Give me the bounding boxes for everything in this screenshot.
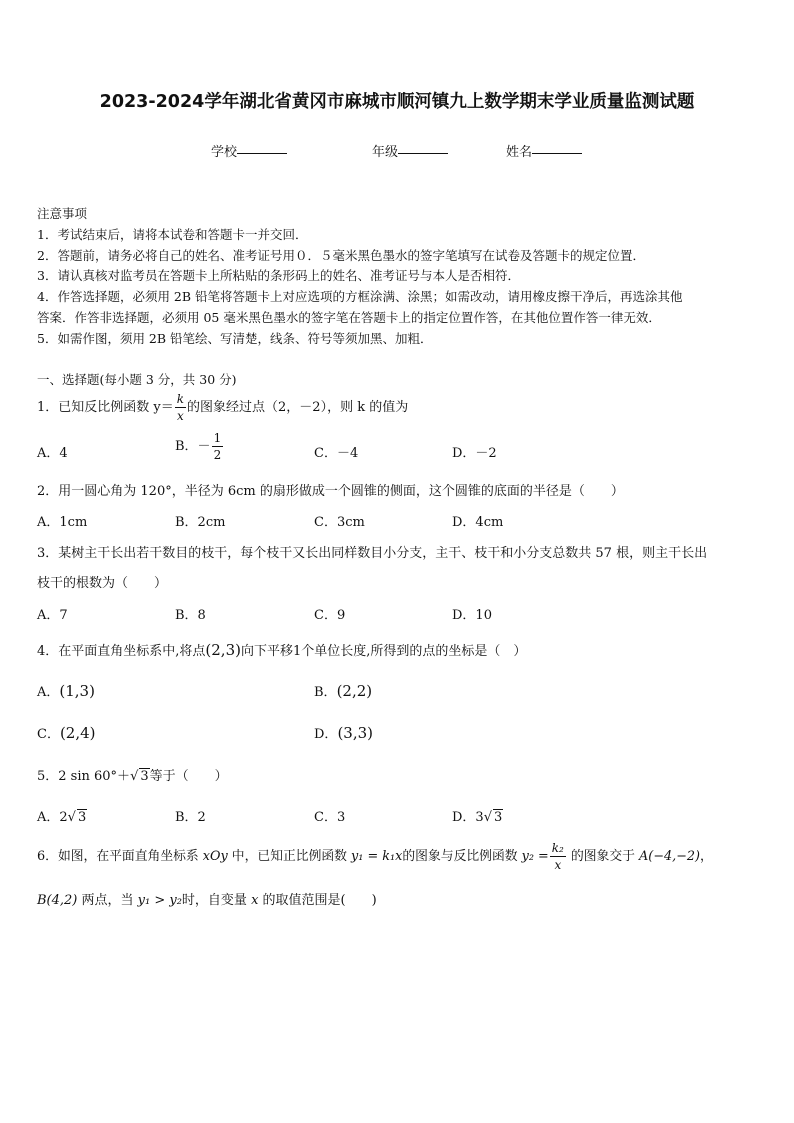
sqrt-icon: √ [130,769,139,784]
q2-option-d: D．4cm [452,515,504,530]
note-item: 2．答题前，请务必将自己的姓名、准考证号用０．５毫米黑色墨水的签字笔填写在试卷及答题卡的规定位置． [37,248,645,263]
school-blank [237,141,287,154]
grade-blank [398,141,448,154]
question-5: 5．2 sin 60°＋√ 3等于（ ） [37,769,228,784]
question-2: 2．用一圆心角为 120°，半径为 6cm 的扇形做成一个圆锥的侧面，这个圆锥的底面的半径是（ ） [37,484,624,499]
notes-heading: 注意事项 [37,206,88,221]
page-title: 2023-2024学年湖北省黄冈市麻城市顺河镇九上数学期末学业质量监测试题 [99,92,695,112]
q3-option-a: A．7 [37,608,68,623]
q3-option-d: D．10 [452,608,492,623]
q3-option-c: C．9 [314,608,346,623]
school-field: 学校 [211,141,237,160]
q2-option-a: A．1cm [37,515,88,530]
sqrt-icon: √ [67,810,76,825]
q1-option-b: B．－ $\frac{1}{2}$ [175,431,222,462]
q1-fraction: $\frac{k}{x}$ [176,392,185,423]
question-6-line-2: B(4,2) 两点，当 y₁ > y₂时，自变量 x 的取值范围是( ) [37,893,377,908]
note-item: 1．考试结束后，请将本试卷和答题卡一并交回． [37,227,308,242]
q4-point: (2,3) [205,641,241,659]
q1-suffix: 的图象经过点（2，－2），则 k 的值为 [187,400,409,415]
q5-option-c: C．3 [314,810,346,825]
grade-field: 年级 [372,141,398,160]
q2-option-c: C．3cm [314,515,365,530]
note-item: 5．如需作图，须用 2B 铅笔绘、写清楚，线条、符号等须加黑、加粗． [37,331,433,346]
name-blank [532,141,582,154]
question-3-line-2: 枝干的根数为（ ） [37,576,168,591]
q4-option-c: C．(2,4) [37,724,96,742]
q2-option-b: B．2cm [175,515,226,530]
q3-option-b: B．8 [175,608,206,623]
q6-fraction: $\frac{\text{k₂}}{x}$ [551,841,564,872]
q4-option-b: B．(2,2) [314,682,373,700]
q5-option-a: A．2√ 3 [37,810,87,825]
question-4: 4．在平面直角坐标系中,将点(2,3)向下平移1个单位长度,所得到的点的坐标是（ ） [37,641,527,659]
sqrt-icon: √ [483,810,492,825]
note-item: 3．请认真核对监考员在答题卡上所粘贴的条形码上的姓名、准考证号与本人是否相符． [37,268,520,283]
q4-option-d: D．(3,3) [314,724,373,742]
q1-prefix: 1．已知反比例函数 y＝ [37,400,174,415]
question-1 [37,393,408,422]
q5-option-b: B．2 [175,810,206,825]
name-field: 姓名 [506,141,532,160]
q1-option-b-fraction: $\frac{1}{2}$ [213,431,222,462]
q5-option-d: D．3√ 3 [452,810,503,825]
question-6-line-1: 6．如图，在平面直角坐标系 xOy 中，已知正比例函数 y₁ = k₁x的图象与反比例函数 y₂ = $\frac{\text{k₂}}{x}$ 的图象交于 A(−4,−2)， [37,841,713,872]
note-item: 答案．作答非选择题，必须用 05 毫米黑色墨水的签字笔在答题卡上的指定位置作答，在其他位置作答一律无效． [37,310,661,325]
note-item: 4．作答选择题，必须用 2B 铅笔将答题卡上对应选项的方框涂满、涂黑；如需改动，请用橡皮擦干净后，再选涂其他 [37,289,683,304]
question-3-line-1: 3．某树主干长出若干数目的枝干，每个枝干又长出同样数目小分支，主干、枝干和小分支总数共 57 根，则主干长出 [37,546,708,561]
section-heading: 一、选择题(每小题 3 分，共 30 分) [37,372,237,387]
q1-option-c: C．－4 [314,446,359,461]
q1-option-a: A．4 [37,446,68,461]
q1-option-d: D．－2 [452,446,497,461]
q4-option-a: A．(1,3) [37,682,95,700]
